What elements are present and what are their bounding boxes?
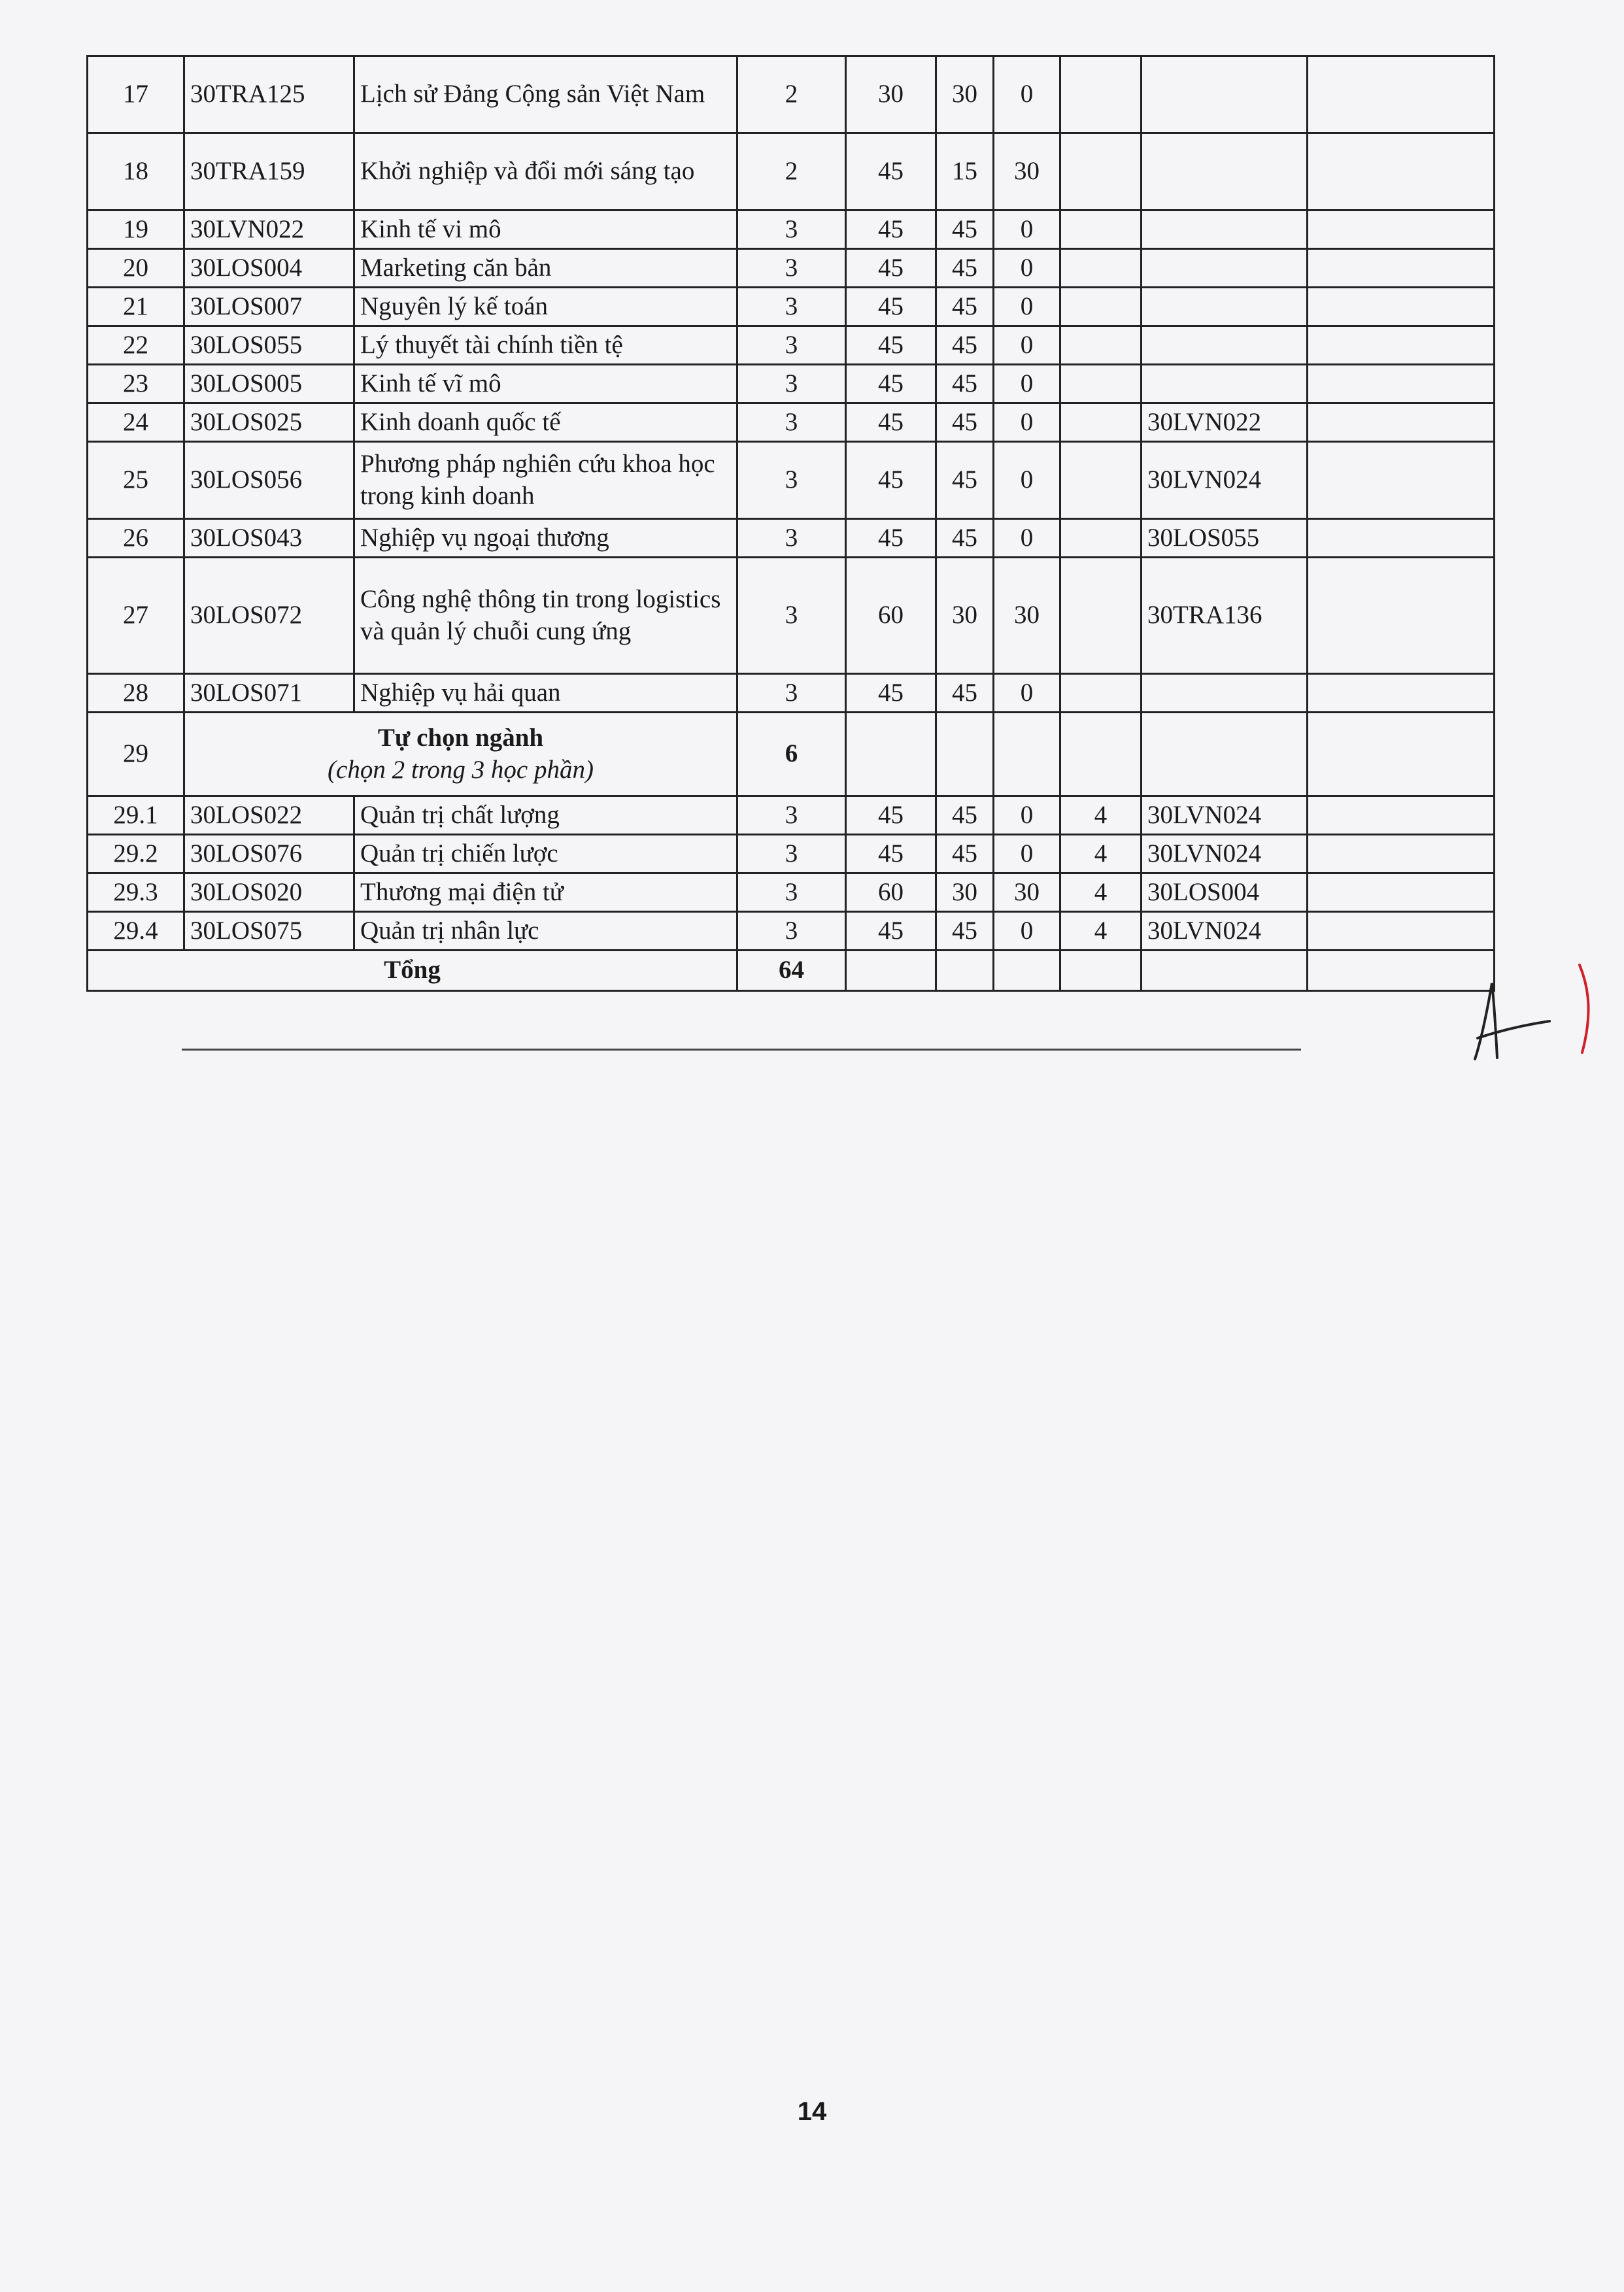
- curriculum-table: [86, 55, 1495, 992]
- note-cell: [1308, 835, 1495, 873]
- semester-cell: [1060, 365, 1142, 403]
- row-number-cell: 29.3: [88, 873, 184, 912]
- table-row: [88, 442, 1495, 519]
- theory-hours-cell: 45: [936, 835, 994, 873]
- total-row: [88, 951, 1495, 991]
- theory-hours-cell: 45: [936, 442, 994, 519]
- total-hours-cell: 45: [846, 912, 936, 951]
- prerequisite-cell: 30LVN022: [1142, 403, 1308, 442]
- empty-cell: [846, 713, 936, 796]
- credits-cell: 3: [737, 211, 846, 249]
- row-number-cell: 20: [88, 249, 184, 288]
- table-row: [88, 519, 1495, 558]
- theory-hours-cell: 30: [936, 558, 994, 674]
- note-cell: [1308, 558, 1495, 674]
- row-number-cell: 25: [88, 442, 184, 519]
- course-code-cell: 30LOS022: [184, 796, 354, 835]
- semester-cell: [1060, 558, 1142, 674]
- total-hours-cell: 45: [846, 288, 936, 326]
- credits-cell: 3: [737, 403, 846, 442]
- prerequisite-cell: [1142, 674, 1308, 713]
- credits-cell: 3: [737, 674, 846, 713]
- handwritten-initial-mark: [1458, 961, 1608, 1066]
- course-code-cell: 30LOS004: [184, 249, 354, 288]
- theory-hours-cell: 45: [936, 211, 994, 249]
- practice-hours-cell: 0: [994, 288, 1060, 326]
- semester-cell: 4: [1060, 835, 1142, 873]
- table-row: [88, 249, 1495, 288]
- page-number: 14: [797, 2097, 827, 2126]
- total-hours-cell: 45: [846, 442, 936, 519]
- prerequisite-cell: [1142, 365, 1308, 403]
- row-number-cell: 23: [88, 365, 184, 403]
- semester-cell: [1060, 249, 1142, 288]
- practice-hours-cell: 0: [994, 211, 1060, 249]
- credits-cell: 3: [737, 558, 846, 674]
- theory-hours-cell: 45: [936, 912, 994, 951]
- note-cell: [1308, 796, 1495, 835]
- note-cell: [1308, 56, 1495, 133]
- course-code-cell: 30LVN022: [184, 211, 354, 249]
- table-row: [88, 403, 1495, 442]
- note-cell: [1308, 403, 1495, 442]
- prerequisite-cell: [1142, 56, 1308, 133]
- course-code-cell: 30TRA125: [184, 56, 354, 133]
- course-name-cell: Nghiệp vụ ngoại thương: [354, 519, 737, 558]
- row-number-cell: 18: [88, 133, 184, 211]
- row-number-cell: 22: [88, 326, 184, 365]
- total-hours-cell: 60: [846, 558, 936, 674]
- total-hours-cell: 45: [846, 133, 936, 211]
- theory-hours-cell: 45: [936, 519, 994, 558]
- practice-hours-cell: 0: [994, 912, 1060, 951]
- credits-cell: 3: [737, 326, 846, 365]
- practice-hours-cell: 0: [994, 519, 1060, 558]
- table-row: [88, 912, 1495, 951]
- course-code-cell: 30LOS055: [184, 326, 354, 365]
- row-number-cell: 27: [88, 558, 184, 674]
- note-cell: [1308, 365, 1495, 403]
- prerequisite-cell: 30LVN024: [1142, 912, 1308, 951]
- empty-cell: [846, 951, 936, 991]
- prerequisite-cell: 30TRA136: [1142, 558, 1308, 674]
- course-code-cell: 30LOS025: [184, 403, 354, 442]
- course-name-cell: Quản trị nhân lực: [354, 912, 737, 951]
- course-code-cell: 30TRA159: [184, 133, 354, 211]
- row-number-cell: 28: [88, 674, 184, 713]
- prerequisite-cell: [1142, 211, 1308, 249]
- theory-hours-cell: 45: [936, 326, 994, 365]
- course-code-cell: 30LOS075: [184, 912, 354, 951]
- note-cell: [1308, 873, 1495, 912]
- prerequisite-cell: 30LVN024: [1142, 796, 1308, 835]
- total-label-cell: Tổng: [88, 951, 737, 991]
- practice-hours-cell: 0: [994, 674, 1060, 713]
- table-row: [88, 558, 1495, 674]
- table-row: [88, 211, 1495, 249]
- credits-cell: 3: [737, 519, 846, 558]
- prerequisite-cell: [1142, 288, 1308, 326]
- practice-hours-cell: 0: [994, 403, 1060, 442]
- total-hours-cell: 45: [846, 796, 936, 835]
- course-name-cell: Nghiệp vụ hải quan: [354, 674, 737, 713]
- semester-cell: [1060, 403, 1142, 442]
- practice-hours-cell: 0: [994, 249, 1060, 288]
- theory-hours-cell: 45: [936, 796, 994, 835]
- semester-cell: [1060, 56, 1142, 133]
- table-row: [88, 288, 1495, 326]
- credits-cell: 3: [737, 835, 846, 873]
- row-number-cell: 17: [88, 56, 184, 133]
- theory-hours-cell: 45: [936, 288, 994, 326]
- course-name-cell: Quản trị chiến lược: [354, 835, 737, 873]
- prerequisite-cell: 30LVN024: [1142, 442, 1308, 519]
- semester-cell: [1060, 442, 1142, 519]
- credits-cell: 3: [737, 796, 846, 835]
- note-cell: [1308, 912, 1495, 951]
- table-row: [88, 133, 1495, 211]
- row-number-cell: 21: [88, 288, 184, 326]
- elective-group-title-cell: [184, 713, 737, 796]
- total-hours-cell: 45: [846, 835, 936, 873]
- total-hours-cell: 60: [846, 873, 936, 912]
- theory-hours-cell: 45: [936, 674, 994, 713]
- course-name-cell: Kinh tế vi mô: [354, 211, 737, 249]
- total-hours-cell: 45: [846, 326, 936, 365]
- empty-cell: [994, 951, 1060, 991]
- course-code-cell: 30LOS072: [184, 558, 354, 674]
- course-code-cell: 30LOS071: [184, 674, 354, 713]
- elective-group-title: Tự chọn ngành: [377, 723, 544, 752]
- prerequisite-cell: 30LOS055: [1142, 519, 1308, 558]
- credits-cell: 3: [737, 442, 846, 519]
- theory-hours-cell: 45: [936, 249, 994, 288]
- semester-cell: 4: [1060, 796, 1142, 835]
- course-code-cell: 30LOS076: [184, 835, 354, 873]
- semester-cell: [1060, 326, 1142, 365]
- footer-rule: [182, 1049, 1301, 1051]
- course-name-cell: Marketing căn bản: [354, 249, 737, 288]
- course-name-cell: Kinh tế vĩ mô: [354, 365, 737, 403]
- course-name-cell: Lý thuyết tài chính tiền tệ: [354, 326, 737, 365]
- theory-hours-cell: 15: [936, 133, 994, 211]
- theory-hours-cell: 30: [936, 56, 994, 133]
- practice-hours-cell: 30: [994, 873, 1060, 912]
- table-row: [88, 873, 1495, 912]
- prerequisite-cell: [1142, 326, 1308, 365]
- table-row: [88, 835, 1495, 873]
- note-cell: [1308, 288, 1495, 326]
- course-name-cell: Lịch sử Đảng Cộng sản Việt Nam: [354, 56, 737, 133]
- semester-cell: [1060, 211, 1142, 249]
- course-name-cell: Thương mại điện tử: [354, 873, 737, 912]
- practice-hours-cell: 0: [994, 365, 1060, 403]
- total-hours-cell: 45: [846, 519, 936, 558]
- credits-cell: 3: [737, 912, 846, 951]
- course-name-cell: Quản trị chất lượng: [354, 796, 737, 835]
- total-hours-cell: 45: [846, 674, 936, 713]
- practice-hours-cell: 0: [994, 796, 1060, 835]
- empty-cell: [994, 713, 1060, 796]
- row-number-cell: 29.4: [88, 912, 184, 951]
- total-hours-cell: 30: [846, 56, 936, 133]
- empty-cell: [1142, 951, 1308, 991]
- empty-cell: [1142, 713, 1308, 796]
- note-cell: [1308, 211, 1495, 249]
- course-name-cell: Nguyên lý kế toán: [354, 288, 737, 326]
- semester-cell: 4: [1060, 873, 1142, 912]
- semester-cell: [1060, 288, 1142, 326]
- practice-hours-cell: 0: [994, 442, 1060, 519]
- practice-hours-cell: 0: [994, 835, 1060, 873]
- course-code-cell: 30LOS056: [184, 442, 354, 519]
- empty-cell: [1060, 713, 1142, 796]
- credits-cell: 2: [737, 133, 846, 211]
- course-name-cell: Công nghệ thông tin trong logistics và quản lý chuỗi cung ứng: [354, 558, 737, 674]
- theory-hours-cell: 45: [936, 403, 994, 442]
- total-hours-cell: 45: [846, 249, 936, 288]
- semester-cell: [1060, 133, 1142, 211]
- note-cell: [1308, 326, 1495, 365]
- credits-cell: 3: [737, 249, 846, 288]
- table-row: [88, 365, 1495, 403]
- row-number-cell: 24: [88, 403, 184, 442]
- note-cell: [1308, 519, 1495, 558]
- table-row: [88, 796, 1495, 835]
- total-hours-cell: 45: [846, 403, 936, 442]
- total-credits-cell: 64: [737, 951, 846, 991]
- table-row: [88, 326, 1495, 365]
- credits-cell: 3: [737, 365, 846, 403]
- row-number-cell: 29.2: [88, 835, 184, 873]
- prerequisite-cell: 30LVN024: [1142, 835, 1308, 873]
- semester-cell: [1060, 674, 1142, 713]
- practice-hours-cell: 0: [994, 326, 1060, 365]
- course-name-cell: Phương pháp nghiên cứu khoa học trong kinh doanh: [354, 442, 737, 519]
- credits-cell: 3: [737, 873, 846, 912]
- total-hours-cell: 45: [846, 211, 936, 249]
- credits-cell: 2: [737, 56, 846, 133]
- total-hours-cell: 45: [846, 365, 936, 403]
- empty-cell: [1060, 951, 1142, 991]
- empty-cell: [1308, 713, 1495, 796]
- semester-cell: 4: [1060, 912, 1142, 951]
- course-code-cell: 30LOS043: [184, 519, 354, 558]
- note-cell: [1308, 249, 1495, 288]
- theory-hours-cell: 45: [936, 365, 994, 403]
- empty-cell: [936, 713, 994, 796]
- row-number-cell: 26: [88, 519, 184, 558]
- empty-cell: [936, 951, 994, 991]
- row-number-cell: 29.1: [88, 796, 184, 835]
- credits-cell: 3: [737, 288, 846, 326]
- elective-group-subtitle: (chọn 2 trong 3 học phần): [328, 755, 594, 784]
- course-name-cell: Kinh doanh quốc tế: [354, 403, 737, 442]
- practice-hours-cell: 30: [994, 558, 1060, 674]
- note-cell: [1308, 133, 1495, 211]
- course-code-cell: 30LOS007: [184, 288, 354, 326]
- theory-hours-cell: 30: [936, 873, 994, 912]
- course-code-cell: 30LOS005: [184, 365, 354, 403]
- note-cell: [1308, 674, 1495, 713]
- table-row: [88, 674, 1495, 713]
- course-code-cell: 30LOS020: [184, 873, 354, 912]
- course-name-cell: Khởi nghiệp và đổi mới sáng tạo: [354, 133, 737, 211]
- note-cell: [1308, 442, 1495, 519]
- row-number-cell: 29: [88, 713, 184, 796]
- credits-cell: 6: [737, 713, 846, 796]
- practice-hours-cell: 0: [994, 56, 1060, 133]
- row-number-cell: 19: [88, 211, 184, 249]
- semester-cell: [1060, 519, 1142, 558]
- prerequisite-cell: [1142, 133, 1308, 211]
- table-row: [88, 56, 1495, 133]
- practice-hours-cell: 30: [994, 133, 1060, 211]
- prerequisite-cell: [1142, 249, 1308, 288]
- elective-group-row: [88, 713, 1495, 796]
- prerequisite-cell: 30LOS004: [1142, 873, 1308, 912]
